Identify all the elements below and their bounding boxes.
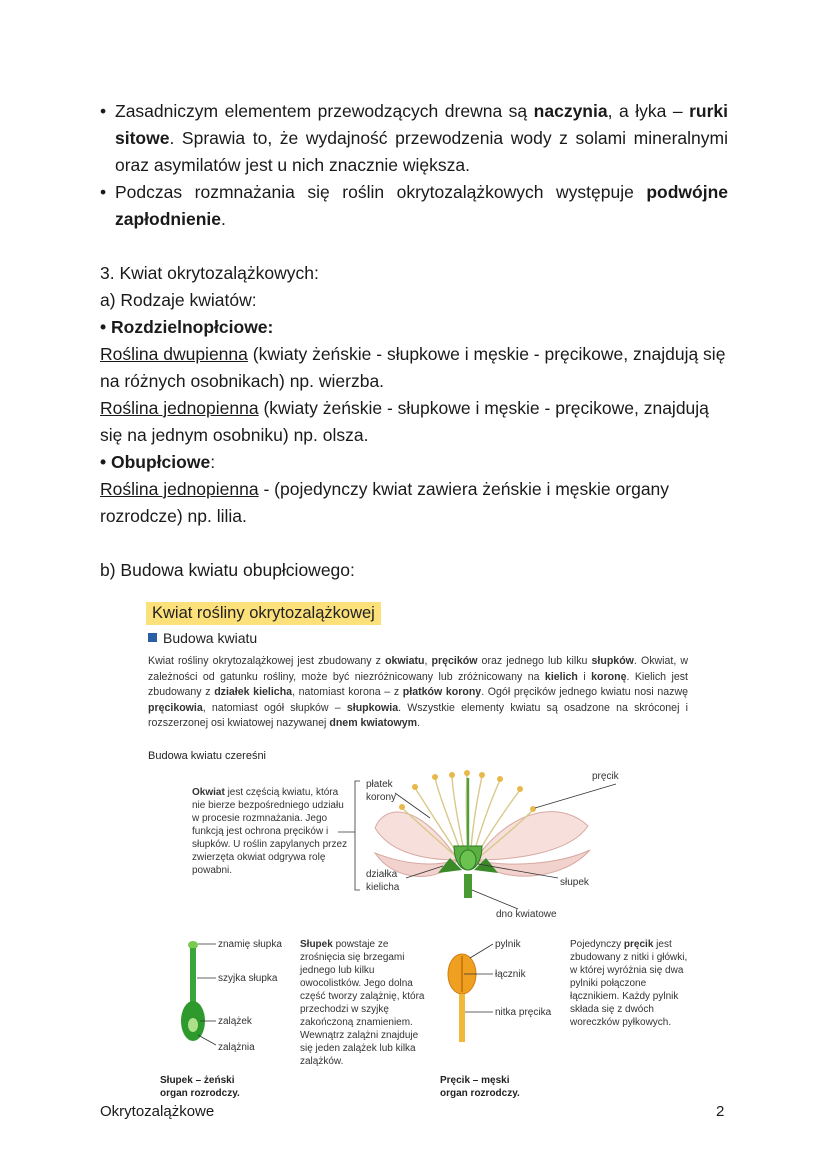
pistil-caption: Słupek – żeński organ rozrodczy. <box>160 1075 240 1099</box>
precik-description: Pojedynczy pręcik jest zbudowany z nitki i główki, w której wyróżnia się dwa pylniki połączone łącznikiem. Każdy pylnik składa się z dwóch woreczków pyłkowych. <box>570 939 688 1028</box>
term-rurki-sitowe: rurki sitowe <box>115 101 728 148</box>
petal-right-upper <box>475 812 588 860</box>
para-dwupienna: Roślina dwupienna (kwiaty żeńskie - słupkowe i męskie - pręcikowe, znajdują się na różnych osobnikach) np. wierzba. <box>100 344 726 391</box>
bullet-dot: • <box>100 101 107 121</box>
label-zalazek: zalążek <box>218 1016 252 1027</box>
label-platek-korony: płatek korony <box>366 779 397 803</box>
para-obuplciowe: Roślina jednopienna - (pojedynczy kwiat zawiera żeńskie i męskie organy rozrodcze) np. lilia. <box>100 479 670 526</box>
diagram-caption: Budowa kwiatu czereśni <box>148 750 267 762</box>
bullet-dot: • <box>100 182 107 202</box>
page-number: 2 <box>716 1103 725 1120</box>
style-detail <box>190 948 196 1008</box>
bullet-conduction: • Zasadniczym elementem przewodzących drewna są naczynia, a łyka – rurki sitowe. Sprawia to, że wydajność przewodzenia wody z solami mineralnymi oraz asymilatów jest u nich znacznie większa. <box>100 98 728 179</box>
footer-title: Okrytozalążkowe <box>100 1103 215 1120</box>
slupek-description: Słupek powstaje ze zrośnięcia się brzegami jednego lub kilku owocolistków. Jego dolna część tworzy zalążnię, która przechodzi w szyjkę zakończoną znamieniem. Wewnątrz zalążni znajduje się jeden zalążek lub kilka zalążków. <box>300 939 425 1067</box>
label-znamie-slupka: znamię słupka <box>218 939 282 950</box>
label-zalaznia: zalążnia <box>218 1042 255 1053</box>
label-dzialka-kielicha: działka kielicha <box>366 869 400 893</box>
label-nitka-precika: nitka pręcika <box>495 1007 552 1018</box>
type-obuplciowe: • Obupłciowe: <box>100 452 216 472</box>
stigma <box>188 941 198 949</box>
subheading-a: a) Rodzaje kwiatów: <box>100 290 257 310</box>
main-text <box>100 98 728 584</box>
label-lacznik: łącznik <box>495 969 526 980</box>
filament <box>459 994 465 1042</box>
label-precik: pręcik <box>592 771 619 782</box>
ovule-detail <box>188 1018 198 1032</box>
figure-subtitle: Budowa kwiatu <box>148 630 257 646</box>
section-heading: 3. Kwiat okrytozalążkowych: <box>100 263 319 283</box>
label-dno-kwiatowe: dno kwiatowe <box>496 909 557 920</box>
term-podwojne-zaplodnienie: podwójne zapłodnienie <box>115 182 728 229</box>
figure-title: Kwiat rośliny okrytozalążkowej <box>146 602 381 625</box>
label-szyjka-slupka: szyjka słupka <box>218 973 278 984</box>
subheading-b: b) Budowa kwiatu obupłciowego: <box>100 560 355 580</box>
term-naczynia: naczynia <box>533 101 608 121</box>
figure-paragraph: Kwiat rośliny okrytozalążkowej jest zbudowany z okwiatu, pręcików oraz jednego lub kilku słupków. Okwiat, w zależności od gatunku rośliny, może być niezróżnicowany lub zróżnicowany na kielich i koronę. Kielich jest zbudowany z działek kielicha, natomiast korona – z płatków korony. Ogół pręcików jednego kwiatu nosi nazwę pręcikowia, natomiast ogół słupków – słupkowia. Wszystkie elementy kwiatu są osadzone na skróconej i rozszerzonej osi kwiatowej nazywanej dnem kwiatowym. <box>148 655 689 729</box>
pedicel <box>464 874 472 898</box>
label-pylnik: pylnik <box>495 939 521 950</box>
type-rozdzielnoplciowe: • Rozdzielnopłciowe: <box>100 317 274 337</box>
flower-figure <box>140 598 690 1104</box>
bullet-fertilization: • Podczas rozmnażania się roślin okrytozalążkowych występuje podwójne zapłodnienie. <box>100 179 728 233</box>
stamen-caption: Pręcik – męski organ rozrodczy. <box>440 1075 520 1099</box>
label-slupek: słupek <box>560 877 589 888</box>
para-jednopienna: Roślina jednopienna (kwiaty żeńskie - słupkowe i męskie - pręcikowe, znajdują się na jednym osobniku) np. olsza. <box>100 398 709 445</box>
okwiat-description: Okwiat jest częścią kwiatu, która nie bierze bezpośredniego udziału w procesie rozmnażania. Jego funkcją jest ochrona pręcików i słupków. U roślin zapylanych przez zwierzęta okwiat odgrywa rolę powabni. <box>192 787 348 876</box>
ovary <box>460 850 476 870</box>
